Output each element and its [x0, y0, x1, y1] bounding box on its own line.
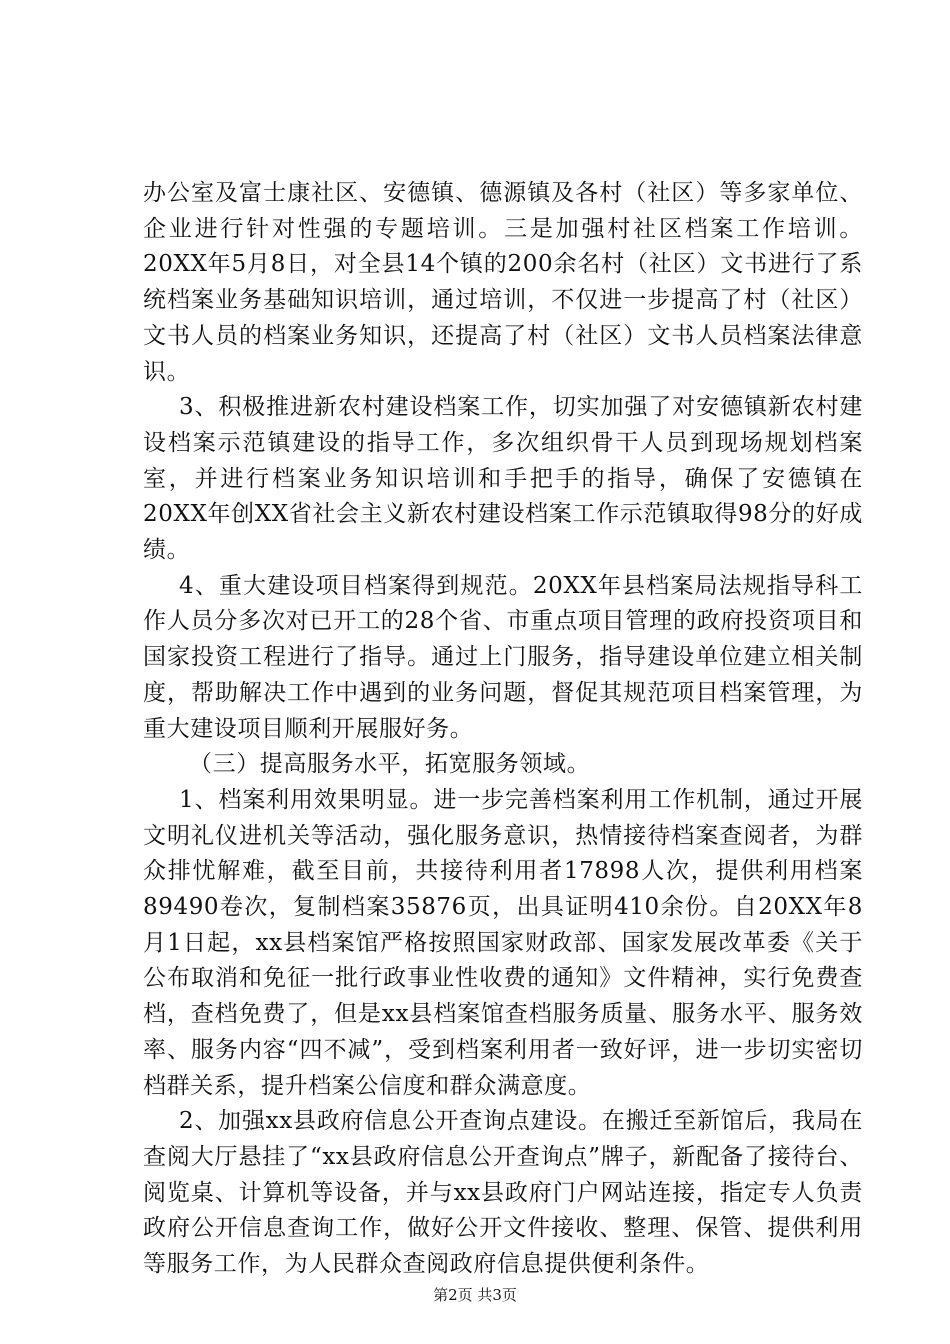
- paragraph-new-rural-archives: 3、积极推进新农村建设档案工作，切实加强了对安德镇新农村建设档案示范镇建设的指导工作，多次组织骨干人员到现场规划档案室，并进行档案业务知识培训和手把手的指导，确保了安德镇在20XX年创XX省社会主义新农村建设档案工作示范镇取得98分的好成绩。: [143, 394, 863, 564]
- paragraph-training: 办公室及富士康社区、安德镇、德源镇及各村（社区）等多家单位、企业进行针对性强的专题培训。三是加强村社区档案工作培训。20XX年5月8日，对全县14个镇的200余名村（社区）文书进行了系统档案业务基础知识培训，通过培训，不仅进一步提高了村（社区）文书人员的档案业务知识，还提高了村（社区）文书人员档案法律意识。: [143, 180, 863, 385]
- section-heading-service: （三）提高服务水平，拓宽服务领域。: [189, 751, 591, 778]
- page-number-footer: 第2页 共3页: [433, 1286, 517, 1304]
- document-body: [143, 176, 863, 1283]
- paragraph-major-projects: 4、重大建设项目档案得到规范。20XX年县档案局法规指导科工作人员分多次对已开工的28个省、市重点项目管理的政府投资项目和国家投资工程进行了指导。通过上门服务，指导建设单位建立相关制度，帮助解决工作中遇到的业务问题，督促其规范项目档案管理，为重大建设项目顺利开展服好务。: [143, 572, 863, 742]
- paragraph-archive-utilization: 1、档案利用效果明显。进一步完善档案利用工作机制，通过开展文明礼仪进机关等活动，强化服务意识，热情接待档案查阅者，为群众排忧解难，截至目前，共接待利用者17898人次，提供利用档案89490卷次，复制档案35876页，出具证明410余份。自20XX年8月1日起，xx县档案馆严格按照国家财政部、国家发展改革委《关于公布取消和免征一批行政事业性收费的通知》文件精神，实行免费查档，查档免费了，但是xx县档案馆查档服务质量、服务水平、服务效率、服务内容“四不减”，受到档案利用者一致好评，进一步切实密切档群关系，提升档案公信度和群众满意度。: [143, 786, 863, 1099]
- paragraph-info-disclosure: 2、加强xx县政府信息公开查询点建设。在搬迁至新馆后，我局在查阅大厅悬挂了“xx县政府信息公开查询点”牌子，新配备了接待台、阅览桌、计算机等设备，并与xx县政府门户网站连接，指定专人负责政府公开信息查询工作，做好公开文件接收、整理、保管、提供利用等服务工作，为人民群众查阅政府信息提供便利条件。: [143, 1108, 863, 1278]
